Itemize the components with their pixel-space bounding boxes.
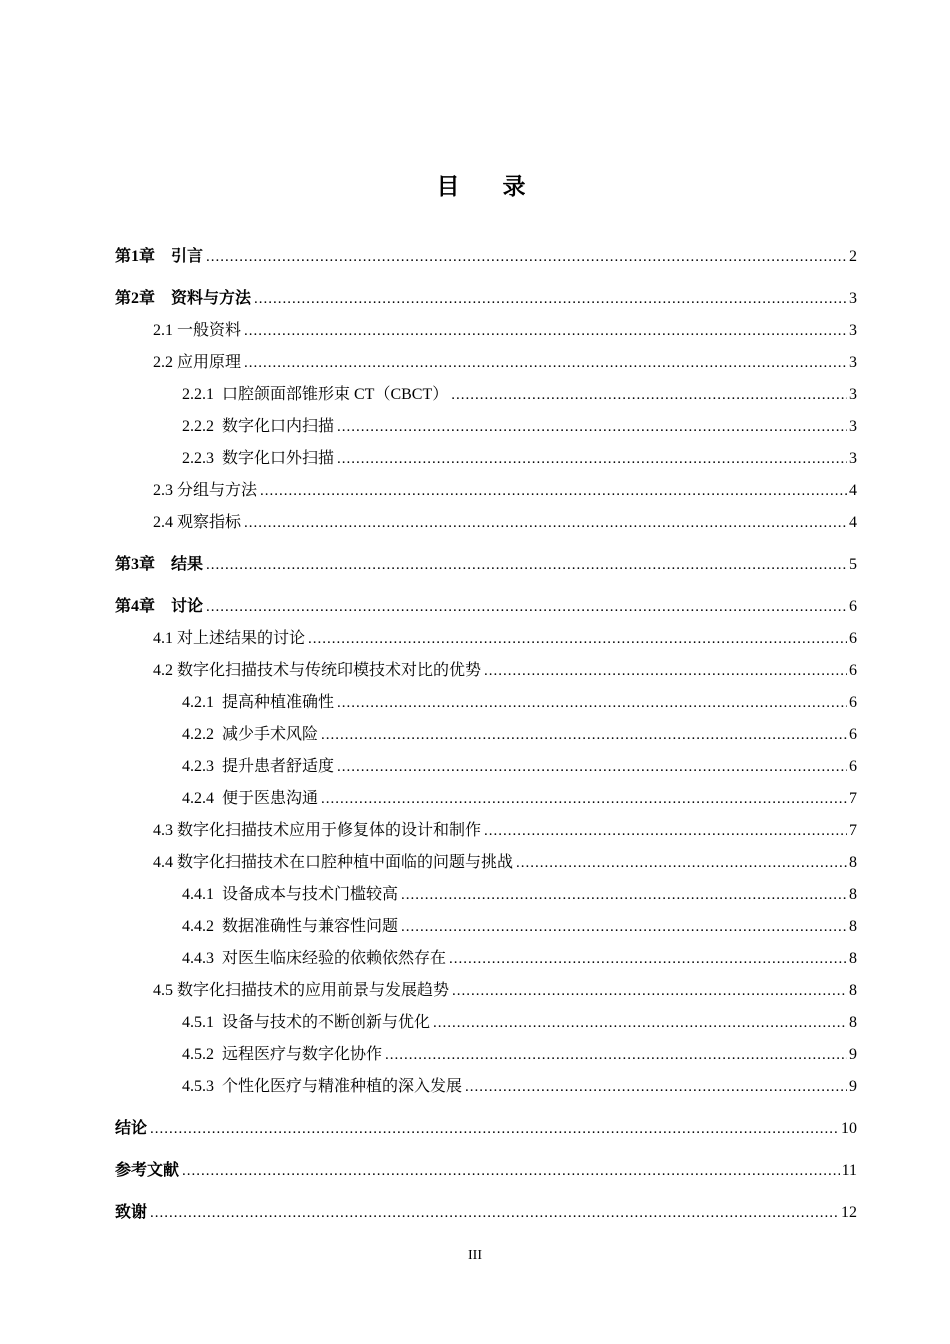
dot-leader [337, 416, 847, 438]
dot-leader [206, 554, 847, 576]
toc-entry [115, 591, 857, 623]
toc-entry [115, 507, 857, 539]
dot-leader [401, 916, 847, 938]
toc-entry-label: 第4章 讨论 [115, 598, 204, 615]
toc-entry-label: 4.5.2 远程医疗与数字化协作 [182, 1046, 383, 1063]
toc-entry [115, 1039, 857, 1071]
toc-entry [115, 379, 857, 411]
toc-entry-page: 6 [849, 726, 857, 743]
toc-entry [115, 1007, 857, 1039]
dot-leader [484, 820, 847, 842]
toc-entry-page: 8 [849, 854, 857, 871]
toc-entry [115, 879, 857, 911]
toc-entry [115, 1071, 857, 1103]
toc-entry [115, 687, 857, 719]
toc-entry-label: 4.5 数字化扫描技术的应用前景与发展趋势 [153, 982, 450, 999]
dot-leader [385, 1044, 847, 1066]
toc-entry-label: 2.4 观察指标 [153, 514, 242, 531]
page-number: III [468, 1248, 482, 1263]
toc-entry-label: 4.2 数字化扫描技术与传统印模技术对比的优势 [153, 662, 482, 679]
dot-leader [516, 852, 847, 874]
toc-entry-page: 3 [849, 450, 857, 467]
toc-entry [115, 1155, 857, 1187]
toc-entry [115, 443, 857, 475]
page-title: 目 录 [436, 174, 536, 199]
toc-entry-page: 8 [849, 950, 857, 967]
toc-list [115, 241, 857, 1229]
toc-entry [115, 847, 857, 879]
toc-entry-page: 3 [849, 418, 857, 435]
toc-entry-label: 第2章 资料与方法 [115, 290, 252, 307]
toc-entry-label: 4.4 数字化扫描技术在口腔种植中面临的问题与挑战 [153, 854, 514, 871]
toc-entry-page: 6 [849, 758, 857, 775]
toc-entry [115, 241, 857, 273]
toc-entry-label: 2.2.2 数字化口内扫描 [182, 418, 335, 435]
dot-leader [484, 660, 847, 682]
toc-entry-label: 2.2 应用原理 [153, 354, 242, 371]
toc-entry-page: 4 [849, 514, 857, 531]
toc-entry [115, 315, 857, 347]
toc-entry-label: 2.1 一般资料 [153, 322, 242, 339]
dot-leader [254, 288, 847, 310]
toc-entry-label: 4.4.1 设备成本与技术门槛较高 [182, 886, 399, 903]
toc-entry-label: 2.3 分组与方法 [153, 482, 258, 499]
toc-entry-label: 致谢 [115, 1204, 148, 1221]
toc-entry-page: 5 [849, 556, 857, 573]
toc-entry-page: 3 [849, 354, 857, 371]
toc-entry-label: 4.2.3 提升患者舒适度 [182, 758, 335, 775]
dot-leader [206, 596, 847, 618]
toc-entry [115, 815, 857, 847]
dot-leader [206, 246, 847, 268]
toc-entry-page: 12 [841, 1204, 857, 1221]
toc-entry [115, 347, 857, 379]
toc-entry [115, 911, 857, 943]
toc-entry-label: 4.2.1 提高种植准确性 [182, 694, 335, 711]
dot-leader [308, 628, 847, 650]
toc-entry [115, 751, 857, 783]
dot-leader [449, 948, 847, 970]
dot-leader [337, 692, 847, 714]
toc-entry-label: 第3章 结果 [115, 556, 204, 573]
dot-leader [451, 384, 847, 406]
toc-entry-label: 第1章 引言 [115, 248, 204, 265]
dot-leader [465, 1076, 847, 1098]
toc-entry-label: 2.2.1 口腔颌面部锥形束 CT（CBCT） [182, 386, 449, 403]
toc-entry-page: 6 [849, 662, 857, 679]
dot-leader [337, 448, 847, 470]
toc-entry-page: 7 [849, 790, 857, 807]
dot-leader [433, 1012, 847, 1034]
toc-entry-label: 4.3 数字化扫描技术应用于修复体的设计和制作 [153, 822, 482, 839]
toc-entry-page: 8 [849, 1014, 857, 1031]
dot-leader [150, 1118, 839, 1140]
toc-entry-page: 10 [841, 1120, 857, 1137]
toc-entry-page: 3 [849, 386, 857, 403]
toc-entry-label: 4.4.3 对医生临床经验的依赖依然存在 [182, 950, 447, 967]
toc-entry-label: 4.4.2 数据准确性与兼容性问题 [182, 918, 399, 935]
dot-leader [244, 320, 847, 342]
toc-entry [115, 655, 857, 687]
toc-entry-page: 8 [849, 982, 857, 999]
toc-entry-page: 8 [849, 918, 857, 935]
toc-entry-label: 结论 [115, 1120, 148, 1137]
dot-leader [321, 724, 847, 746]
toc-entry [115, 719, 857, 751]
dot-leader [260, 480, 847, 502]
toc-entry-label: 4.2.4 便于医患沟通 [182, 790, 319, 807]
toc-entry-page: 8 [849, 886, 857, 903]
dot-leader [244, 352, 847, 374]
dot-leader [182, 1160, 840, 1182]
toc-entry [115, 283, 857, 315]
toc-entry-page: 4 [849, 482, 857, 499]
toc-entry [115, 1113, 857, 1145]
toc-entry [115, 623, 857, 655]
toc-entry-page: 3 [849, 290, 857, 307]
toc-entry [115, 411, 857, 443]
toc-entry [115, 783, 857, 815]
toc-entry [115, 943, 857, 975]
toc-entry-page: 9 [849, 1078, 857, 1095]
toc-entry-page: 2 [849, 248, 857, 265]
toc-entry [115, 475, 857, 507]
toc-entry [115, 975, 857, 1007]
toc-entry-page: 3 [849, 322, 857, 339]
toc-entry-page: 6 [849, 630, 857, 647]
toc-entry-label: 4.1 对上述结果的讨论 [153, 630, 306, 647]
dot-leader [321, 788, 847, 810]
dot-leader [150, 1202, 839, 1224]
toc-entry [115, 1197, 857, 1229]
toc-entry-label: 参考文献 [115, 1162, 180, 1179]
dot-leader [452, 980, 847, 1002]
dot-leader [244, 512, 847, 534]
toc-entry-page: 6 [849, 598, 857, 615]
toc-entry-page: 11 [841, 1162, 857, 1179]
toc-entry-label: 4.2.2 减少手术风险 [182, 726, 319, 743]
toc-entry-page: 9 [849, 1046, 857, 1063]
toc-entry [115, 549, 857, 581]
toc-entry-label: 4.5.1 设备与技术的不断创新与优化 [182, 1014, 431, 1031]
toc-entry-label: 2.2.3 数字化口外扫描 [182, 450, 335, 467]
toc-entry-label: 4.5.3 个性化医疗与精准种植的深入发展 [182, 1078, 463, 1095]
dot-leader [337, 756, 847, 778]
toc-entry-page: 6 [849, 694, 857, 711]
toc-entry-page: 7 [849, 822, 857, 839]
dot-leader [401, 884, 847, 906]
